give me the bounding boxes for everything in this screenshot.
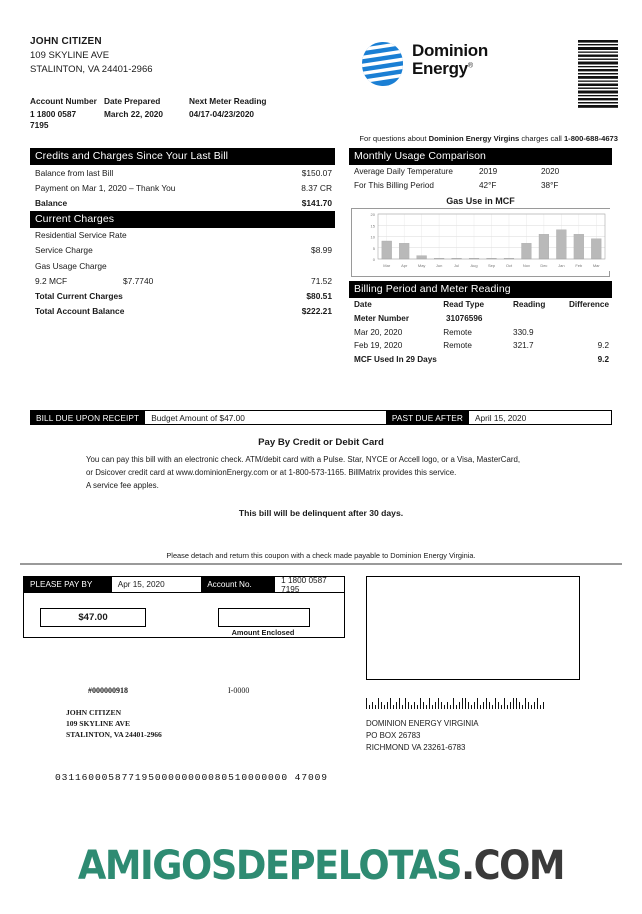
svg-text:10: 10 — [370, 234, 375, 240]
svg-text:Jul: Jul — [454, 262, 460, 268]
total-current-charges-label: Total Current Charges — [35, 290, 123, 301]
questions-phone: 1-800-688-4673 — [563, 134, 618, 143]
next-meter-reading-label: Next Meter Reading — [189, 96, 267, 106]
svg-text:Oct: Oct — [505, 262, 513, 268]
usage-quantity: 9.2 MCF — [35, 275, 68, 286]
credits-balance-amount: $141.70 — [301, 197, 332, 208]
meter-row-read-type: Remote — [443, 341, 472, 351]
bill-due-label: BILL DUE UPON RECEIPT — [30, 410, 145, 425]
questions-prefix: For questions about — [359, 134, 429, 143]
avg-temp-label: Average Daily Temperature — [354, 167, 453, 177]
current-charges-header: Current Charges — [30, 211, 335, 228]
questions-middle: charges call — [519, 134, 564, 143]
account-barcode — [578, 40, 618, 110]
pay-by-card-title: Pay By Credit or Debit Card — [258, 437, 384, 448]
past-due-date: April 15, 2020 — [469, 410, 612, 425]
budget-amount-text: Budget Amount of $47.00 — [145, 410, 386, 425]
dominion-energy-logo — [360, 40, 560, 90]
meter-number-row — [349, 311, 612, 325]
svg-text:Jun: Jun — [435, 262, 443, 268]
credits-balance-row — [30, 195, 335, 210]
coupon-customer-number: #000000918 — [88, 686, 128, 695]
meter-col-reading: Reading — [513, 299, 546, 309]
meter-row-reading: 321.7 — [513, 341, 534, 351]
svg-text:Aug: Aug — [470, 262, 478, 268]
credits-row — [30, 165, 335, 180]
svg-text:Jan: Jan — [558, 262, 565, 268]
account-number-value-cont: 7195 — [30, 119, 49, 130]
credits-row-label: Balance from last Bill — [35, 167, 114, 178]
svg-text:5: 5 — [372, 245, 375, 251]
remittance-line2: PO BOX 26783 — [366, 730, 421, 740]
coupon-account-no-label: Account No. — [201, 577, 275, 592]
coupon-customer-address — [66, 708, 162, 740]
rate-row — [30, 228, 335, 243]
detach-notice: Please detach and return this coupon with a check made payable to Dominion Energy Virginia. — [166, 551, 476, 560]
usage-detail-row — [30, 273, 335, 288]
svg-text:20: 20 — [370, 211, 375, 217]
coupon-header-row — [24, 577, 344, 593]
temp-prev: 42°F — [479, 181, 497, 191]
svg-text:Mar: Mar — [383, 262, 391, 268]
service-charge-label: Service Charge — [35, 245, 93, 256]
credits-row-amount: $150.07 — [301, 167, 332, 178]
customer-address-line1: 109 SKYLINE AVE — [30, 50, 110, 61]
svg-text:Dec: Dec — [540, 262, 548, 268]
dominion-logo-icon — [360, 41, 404, 87]
meter-table-header — [349, 298, 612, 312]
svg-text:15: 15 — [370, 222, 375, 228]
pay-body-line1: You can pay this bill with an electronic check. ATM/debit card with a Pulse. Star, NYCE or Accell logo, or a Visa, MasterCard, — [86, 455, 521, 464]
gas-use-bar-chart — [351, 208, 610, 277]
coupon-address-line2: STALINTON, VA 24401-2966 — [66, 729, 162, 739]
mcf-used-label: MCF Used In 29 Days — [354, 355, 437, 365]
meter-row-difference: 9.2 — [597, 341, 609, 351]
brand-name-line2: Energy — [412, 58, 468, 78]
mcf-used-value: 9.2 — [597, 355, 609, 365]
usage-rate: $7.7740 — [123, 275, 154, 286]
svg-text:Mar: Mar — [592, 262, 600, 268]
meter-row-date: Mar 20, 2020 — [354, 327, 403, 337]
registered-mark: ® — [467, 62, 473, 70]
meter-col-read-type: Read Type — [443, 299, 484, 309]
remittance-line1: DOMINION ENERGY VIRGINIA — [366, 719, 479, 728]
account-number-label: Account Number — [30, 96, 97, 106]
gas-usage-label: Gas Usage Charge — [35, 260, 107, 271]
remittance-line3: RICHMOND VA 23261-6783 — [366, 742, 466, 752]
watermark — [26, 843, 617, 889]
mcf-used-row — [349, 353, 612, 367]
pay-body-line2: or Dsicover credit card at www.dominionEnergy.com or at 1-800-573-1165. BillMatrix provides this service. — [86, 467, 457, 477]
amount-due-box: $47.00 — [40, 608, 146, 627]
coupon-customer-name: JOHN CITIZEN — [66, 708, 122, 717]
meter-col-date: Date — [354, 299, 372, 309]
credits-balance-label: Balance — [35, 197, 68, 208]
svg-text:Apr: Apr — [401, 262, 408, 268]
svg-text:Nov: Nov — [522, 262, 530, 268]
total-current-charges-row — [30, 288, 335, 303]
meter-section-header: Billing Period and Meter Reading — [349, 281, 612, 298]
questions-line — [218, 134, 618, 143]
meter-row-reading: 330.9 — [513, 327, 534, 337]
credits-row — [30, 180, 335, 195]
total-account-balance-amount: $222.21 — [301, 306, 332, 317]
remittance-address — [366, 718, 479, 754]
postnet-barcode — [366, 697, 546, 710]
rate-label: Residential Service Rate — [35, 230, 127, 241]
questions-company: Dominion Energy Virgins — [428, 134, 520, 143]
customer-name: JOHN CITIZEN — [30, 36, 102, 47]
total-current-charges-amount: $80.51 — [306, 290, 332, 301]
service-charge-amount: $8.99 — [311, 245, 332, 256]
pay-body-line3: A service fee apples. — [86, 480, 159, 490]
amount-enclosed-input[interactable] — [218, 608, 310, 627]
detach-divider — [20, 563, 622, 565]
date-prepared-value: March 22, 2020 — [104, 109, 164, 119]
temperature-value-row — [349, 179, 612, 193]
pay-by-card-body — [86, 454, 556, 492]
customer-address-line2: STALINTON, VA 24401-2966 — [30, 64, 153, 75]
watermark-tld: .COM — [461, 843, 565, 889]
meter-reading-row — [349, 325, 612, 339]
meter-row-date: Feb 19, 2020 — [354, 341, 403, 351]
svg-text:Sep: Sep — [487, 262, 496, 268]
year-curr: 2020 — [541, 167, 560, 177]
usage-comparison-header: Monthly Usage Comparison — [349, 148, 612, 165]
watermark-main: AMIGOSDEPELOTAS — [77, 843, 462, 889]
coupon-invoice-code: I-0000 — [228, 686, 250, 695]
delinquent-notice: This bill will be delinquent after 30 days. — [238, 508, 404, 518]
meter-reading-row — [349, 339, 612, 353]
credits-row-amount: 8.37 CR — [301, 182, 332, 193]
svg-text:0: 0 — [372, 256, 375, 262]
year-prev: 2019 — [479, 167, 498, 177]
date-prepared-label: Date Prepared — [104, 96, 161, 106]
micr-line: 03116000587719500000000080510000000 47009 — [55, 772, 328, 783]
total-account-balance-row — [30, 304, 335, 319]
temp-curr: 38°F — [541, 181, 559, 191]
meter-number-label: Meter Number — [354, 313, 410, 323]
charges-column — [30, 148, 335, 319]
coupon-account-no-value: 1 1800 0587 7195 — [281, 575, 327, 594]
temperature-header-row — [349, 165, 612, 179]
usage-amount: 71.52 — [311, 275, 332, 286]
meter-number-value: 31076596 — [446, 313, 483, 323]
gas-usage-row — [30, 258, 335, 273]
amount-enclosed-label: Amount Enclosed — [231, 628, 295, 637]
account-summary — [30, 96, 330, 131]
brand-name — [412, 42, 488, 77]
svg-text:Feb: Feb — [575, 262, 583, 268]
total-account-balance-label: Total Account Balance — [35, 306, 125, 317]
please-pay-by-label: PLEASE PAY BY — [24, 577, 112, 592]
due-bar — [30, 410, 612, 425]
please-pay-by-date: Apr 15, 2020 — [117, 580, 165, 589]
account-number-value: 1 1800 0587 — [30, 109, 77, 119]
remittance-window-box — [366, 576, 580, 680]
billing-period-label: For This Billing Period — [354, 181, 434, 191]
svg-text:May: May — [417, 262, 426, 268]
past-due-after-label: PAST DUE AFTER — [386, 410, 469, 425]
next-meter-reading-value: 04/17-04/23/2020 — [189, 109, 255, 119]
brand-name-line1: Dominion — [412, 41, 488, 60]
gas-use-chart-title: Gas Use in MCF — [446, 195, 515, 206]
usage-column — [349, 148, 612, 366]
meter-col-difference: Difference — [568, 299, 609, 309]
meter-row-read-type: Remote — [443, 327, 472, 337]
credits-row-label: Payment on Mar 1, 2020 – Thank You — [35, 182, 176, 193]
meter-row-difference — [566, 328, 609, 337]
coupon-address-line1: 109 SKYLINE AVE — [66, 718, 131, 728]
service-charge-row — [30, 243, 335, 258]
credits-section-header: Credits and Charges Since Your Last Bill — [30, 148, 335, 165]
